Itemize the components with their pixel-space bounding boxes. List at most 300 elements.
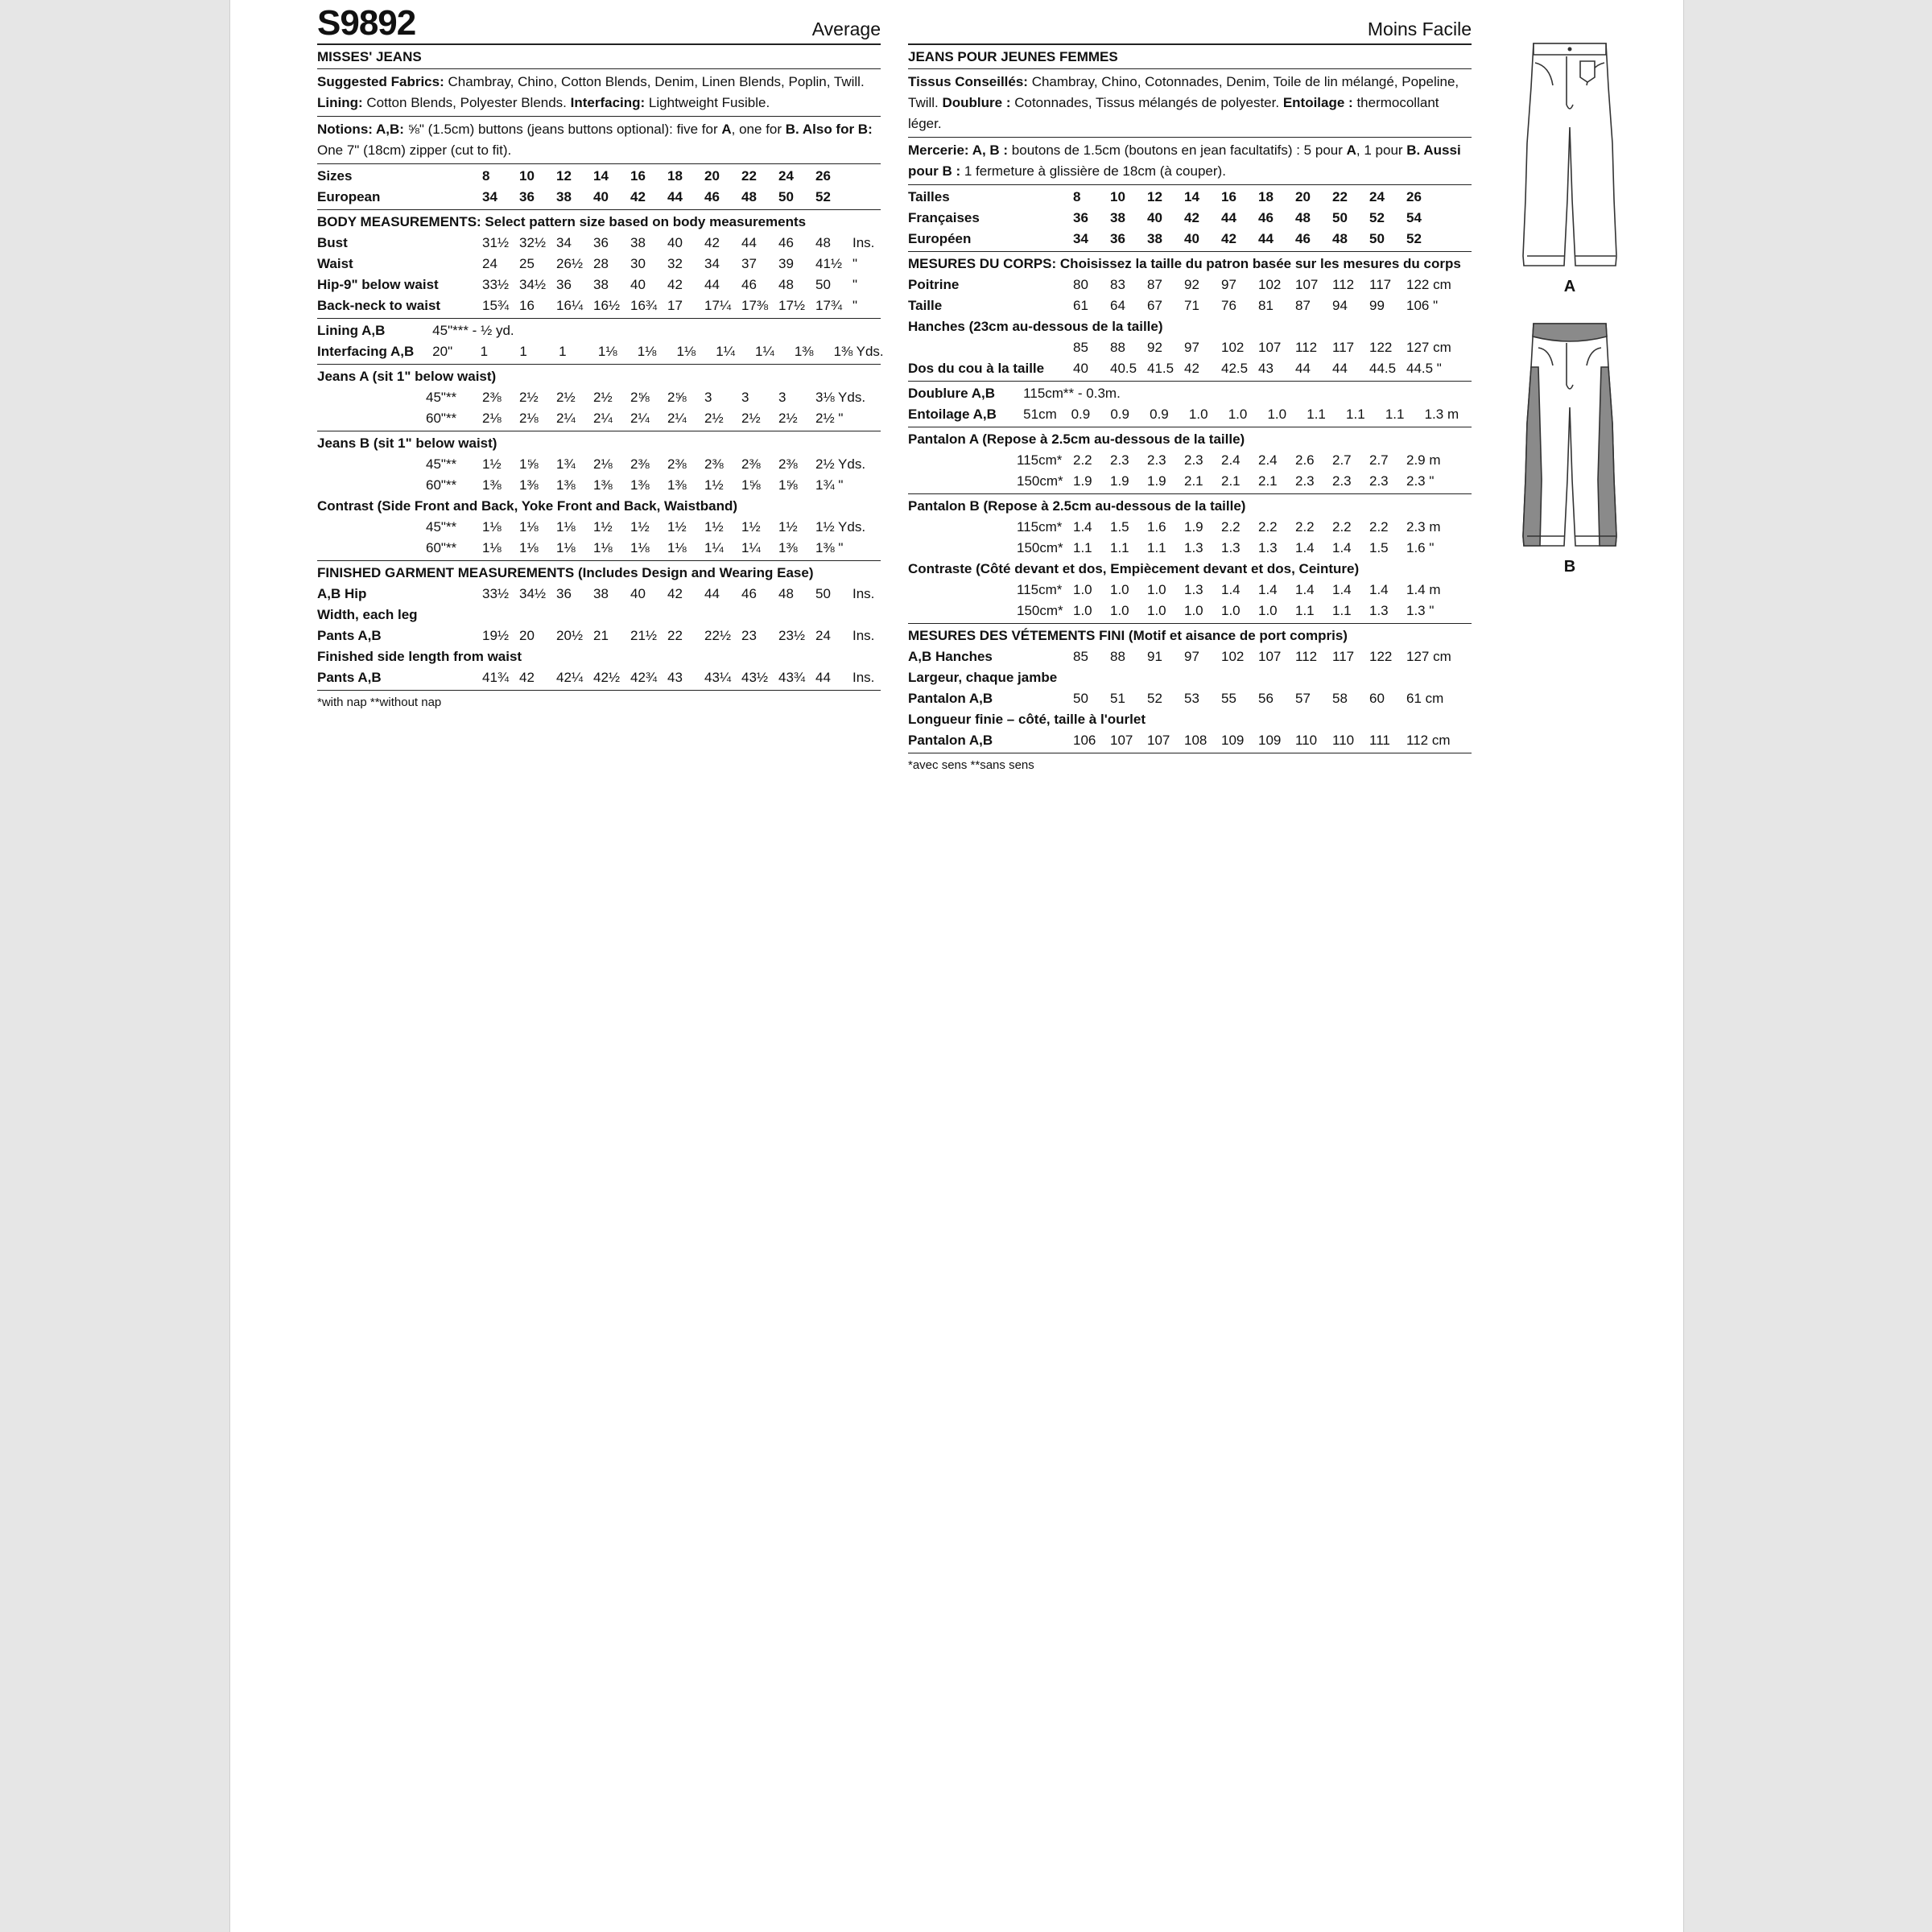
cell-value <box>593 646 630 667</box>
cell-value <box>676 320 716 341</box>
cell-value: 38 <box>593 277 609 292</box>
cell-value <box>1184 316 1221 337</box>
notions-view-a: A <box>721 122 732 137</box>
row-label: Dos du cou à la taille <box>908 361 1045 376</box>
cell-value: 122 <box>1369 649 1393 664</box>
cell-value: 1⅛ <box>519 519 539 535</box>
cell-value: 55 <box>1221 691 1236 706</box>
cell-value <box>638 320 677 341</box>
cell-value: 1.4 m <box>1406 582 1441 597</box>
cell-value: 34 <box>1073 231 1088 246</box>
cell-value: 44 <box>1221 210 1236 225</box>
cell-value: Ins. <box>852 628 875 643</box>
row-label: Longueur finie – côté, taille à l'ourlet <box>908 712 1146 727</box>
fabrics-label: Tissus Conseillés: <box>908 74 1028 89</box>
cell-value <box>716 320 755 341</box>
cell-value: " <box>852 298 858 313</box>
cell-value: 106 <box>1073 733 1096 748</box>
cell-value: 1.6 " <box>1406 540 1435 555</box>
cell-value: 81 <box>1258 298 1274 313</box>
cell-value <box>1221 709 1258 730</box>
cell-value: 8 <box>482 168 490 184</box>
cell-value: 2½ <box>704 411 724 426</box>
finished-title: FINISHED GARMENT MEASUREMENTS (Includes Design and Wearing Ease) <box>317 565 814 580</box>
cell-value: 1⅜ <box>667 477 687 493</box>
cell-value: 28 <box>593 256 609 271</box>
row-label: Pantalon A,B <box>908 733 993 748</box>
cell-value <box>1184 709 1221 730</box>
cell-value: 1.3 <box>1369 603 1389 618</box>
cell-value: 1.3 <box>1221 540 1241 555</box>
cell-value: 3⅛ Yds. <box>815 390 866 405</box>
cell-value <box>1332 667 1369 688</box>
cell-value: 1½ <box>704 519 724 535</box>
cell-value: 36 <box>519 189 535 204</box>
cell-value: 1 <box>559 344 567 359</box>
fabrics-fr <box>908 69 1472 138</box>
cell-value <box>667 605 704 625</box>
row-label: Poitrine <box>908 277 960 292</box>
cell-value: 42 <box>704 235 720 250</box>
cell-value: 1.6 <box>1147 519 1166 535</box>
jeans-a-drawing <box>1509 39 1630 272</box>
cell-value: 42 <box>1184 361 1199 376</box>
cell-value <box>1307 383 1346 404</box>
cell-value: Ins. <box>852 586 875 601</box>
table-row <box>317 187 881 208</box>
cell-value: 25 <box>519 256 535 271</box>
jeans-b-title: Jeans B (sit 1" below waist) <box>317 436 497 451</box>
row-label: Pantalon A,B <box>908 691 993 706</box>
cell-value: 1⅜ Yds. <box>833 344 884 359</box>
cell-value: " <box>852 256 858 271</box>
cell-value: 50 <box>778 189 794 204</box>
cell-value <box>1443 709 1472 730</box>
row-label: Taille <box>908 298 943 313</box>
cell-value: 1½ Yds. <box>815 519 866 535</box>
cell-value: 0.9 <box>1150 407 1169 422</box>
cell-value <box>1228 383 1268 404</box>
cell-value: 31½ <box>482 235 510 250</box>
cell-value <box>482 605 519 625</box>
cell-value: 1.9 <box>1110 473 1129 489</box>
cell-value: 56 <box>1258 691 1274 706</box>
difficulty-level-fr: Moins Facile <box>1367 19 1472 39</box>
cell-value: 43¼ <box>704 670 732 685</box>
cell-value: 1⅛ <box>637 344 657 359</box>
row-label: 150cm* <box>1017 603 1063 618</box>
notions-text: , one for <box>731 122 786 137</box>
cell-value: 1⅛ <box>593 540 613 555</box>
cell-value: 48 <box>741 189 757 204</box>
cell-value: 1.3 " <box>1406 603 1435 618</box>
table-row <box>908 316 1472 337</box>
cell-value: 42 <box>519 670 535 685</box>
cell-value: 2.9 m <box>1406 452 1441 468</box>
cell-value <box>1258 667 1295 688</box>
row-label: 60"** <box>426 411 457 426</box>
contrast-title: Contraste (Côté devant et dos, Empiècement devant et dos, Ceinture) <box>908 561 1360 576</box>
cell-value: 97 <box>1184 340 1199 355</box>
cell-value: 38 <box>1110 210 1125 225</box>
cell-value: 2.1 <box>1221 473 1241 489</box>
cell-value: 16¾ <box>630 298 658 313</box>
cell-value: 1.0 <box>1267 407 1287 422</box>
cell-value: 37 <box>741 256 757 271</box>
cell-value: 23½ <box>778 628 806 643</box>
cell-value: 97 <box>1221 277 1236 292</box>
row-label: Interfacing A,B <box>317 344 415 359</box>
cell-value <box>1147 709 1184 730</box>
row-label: A,B Hip <box>317 586 367 601</box>
cell-value: 1¼ <box>716 344 735 359</box>
cell-value: 1⅝ <box>741 477 761 493</box>
cell-value <box>778 646 815 667</box>
cell-value <box>1189 383 1228 404</box>
cell-value: 40 <box>630 586 646 601</box>
cell-value <box>852 166 881 187</box>
cell-value: 40 <box>1073 361 1088 376</box>
row-label: Back-neck to waist <box>317 298 441 313</box>
interfacing-label: Entoilage : <box>1282 95 1353 110</box>
cell-value: 22½ <box>704 628 732 643</box>
row-label: Waist <box>317 256 353 271</box>
cell-value: 44 <box>704 277 720 292</box>
jeans-a-title: Pantalon A (Repose à 2.5cm au-dessous de la taille) <box>908 431 1245 447</box>
cell-value: 38 <box>556 189 572 204</box>
table-row <box>908 208 1472 229</box>
table-row <box>908 646 1472 667</box>
cell-value: 2⅝ <box>630 390 650 405</box>
cell-value: 42½ <box>593 670 621 685</box>
cell-value: 19½ <box>482 628 510 643</box>
cell-value: 46 <box>1295 231 1311 246</box>
cell-value: 52 <box>1369 210 1385 225</box>
cell-value: 53 <box>1184 691 1199 706</box>
cell-value: 22 <box>741 168 757 184</box>
notions-text: ⅝" (1.5cm) buttons (jeans buttons optional): five for <box>403 122 722 137</box>
cell-value: 2½ <box>741 411 761 426</box>
row-label: Finished side length from waist <box>317 649 522 664</box>
cell-value <box>519 320 559 341</box>
cell-value: 1.1 <box>1110 540 1129 555</box>
row-label: Doublure A,B <box>908 386 995 401</box>
row-label: 115cm* <box>1017 452 1063 468</box>
cell-value: 18 <box>667 168 683 184</box>
cell-value: 1⅜ <box>482 477 502 493</box>
cell-value: 112 cm <box>1406 733 1451 748</box>
cell-value: 1.1 <box>1295 603 1315 618</box>
cell-value: 107 <box>1110 733 1133 748</box>
cell-value: 17¼ <box>704 298 732 313</box>
cell-value: 117 <box>1332 649 1355 664</box>
cell-value: 112 <box>1332 277 1355 292</box>
notions-view-b: B. Also for B: <box>785 122 873 137</box>
cell-value: 1⅛ <box>676 344 696 359</box>
cell-value: 44 <box>741 235 757 250</box>
cell-value: 42 <box>630 189 646 204</box>
cell-value: 102 <box>1258 277 1282 292</box>
cell-value: 102 <box>1221 649 1245 664</box>
cell-value: 48 <box>1295 210 1311 225</box>
cell-value: 1½ <box>630 519 650 535</box>
cell-value: 24 <box>815 628 831 643</box>
cell-value: 1.0 <box>1221 603 1241 618</box>
cell-value: 97 <box>1184 649 1199 664</box>
table-row <box>908 580 1472 601</box>
cell-value: 26 <box>815 168 831 184</box>
cell-value: 1.0 <box>1073 582 1092 597</box>
row-label: Bust <box>317 235 348 250</box>
row-label: Hip-9" below waist <box>317 277 439 292</box>
row-label: 45"** <box>426 456 457 472</box>
cell-value: 1⅛ <box>597 344 617 359</box>
cell-value: 99 <box>1369 298 1385 313</box>
row-label <box>908 337 1073 358</box>
finished-measurements-en <box>317 560 881 691</box>
cell-value: 80 <box>1073 277 1088 292</box>
cell-value: 1.3 m <box>1424 407 1459 422</box>
cell-value: 1⅛ <box>519 540 539 555</box>
cell-value <box>1258 316 1295 337</box>
cell-value: 1¼ <box>755 344 774 359</box>
cell-value: 50 <box>1073 691 1088 706</box>
cell-value: 24 <box>482 256 497 271</box>
table-row <box>908 358 1472 379</box>
cell-value: 1⅜ <box>630 477 650 493</box>
cell-value: 50 <box>815 586 831 601</box>
table-row <box>317 408 881 429</box>
cell-value: 44 <box>704 586 720 601</box>
cell-value: 8 <box>1073 189 1081 204</box>
cell-value: 42.5 <box>1221 361 1249 376</box>
cell-value: 2.2 <box>1258 519 1278 535</box>
row-label: Européen <box>908 231 972 246</box>
cell-value <box>1258 709 1295 730</box>
view-a-label: A <box>1563 278 1576 295</box>
cell-value <box>593 605 630 625</box>
notions-fr <box>908 138 1472 185</box>
difficulty-level-en: Average <box>811 19 881 39</box>
cell-value: 94 <box>1332 298 1348 313</box>
cell-value: 1⅛ <box>630 540 650 555</box>
table-row <box>908 275 1472 295</box>
row-label: Pants A,B <box>317 628 382 643</box>
footnote-en: *with nap **without nap <box>317 696 442 709</box>
interfacing-text: Lightweight Fusible. <box>645 95 770 110</box>
cell-value: 1.1 <box>1073 540 1092 555</box>
cell-value: 102 <box>1221 340 1245 355</box>
cell-value: 34 <box>556 235 572 250</box>
cell-value: 1.9 <box>1184 519 1203 535</box>
interfacing-label: Interfacing: <box>570 95 646 110</box>
cell-value: 16 <box>1221 189 1236 204</box>
row-label: Width, each leg <box>317 607 418 622</box>
cell-value: 58 <box>1332 691 1348 706</box>
row-label: Largeur, chaque jambe <box>908 670 1058 685</box>
cell-value: 43½ <box>741 670 769 685</box>
cell-value: 1¼ <box>704 540 724 555</box>
cell-value: 10 <box>519 168 535 184</box>
cell-value: 107 <box>1258 649 1282 664</box>
cell-value: 2.2 <box>1369 519 1389 535</box>
cell-value: 33½ <box>482 277 510 292</box>
fabrics-en <box>317 69 881 117</box>
cell-value <box>1369 709 1406 730</box>
cell-value: 48 <box>815 235 831 250</box>
cell-value: Ins. <box>852 235 875 250</box>
cell-value: 1.9 <box>1147 473 1166 489</box>
cell-value: 51 <box>1110 691 1125 706</box>
cell-value: 1.4 <box>1073 519 1092 535</box>
table-row <box>908 667 1472 688</box>
cell-value: 2⅝ <box>667 390 687 405</box>
cell-value: 2.6 <box>1295 452 1315 468</box>
row-label: European <box>317 189 381 204</box>
cell-value: 46 <box>741 586 757 601</box>
jeans-b-yardage-en <box>317 431 881 560</box>
cell-value <box>778 605 815 625</box>
notions-en <box>317 117 881 164</box>
table-row <box>317 667 881 688</box>
cell-value: 41.5 <box>1147 361 1174 376</box>
cell-value: 92 <box>1147 340 1162 355</box>
cell-value: 33½ <box>482 586 510 601</box>
cell-value <box>1406 316 1443 337</box>
cell-value: 36 <box>1073 210 1088 225</box>
row-label: 115cm* <box>1017 582 1063 597</box>
cell-value <box>1332 316 1369 337</box>
cell-value: 76 <box>1221 298 1236 313</box>
cell-value: 122 cm <box>1406 277 1451 292</box>
table-row <box>908 730 1472 751</box>
cell-value: 2⅛ <box>482 411 502 426</box>
cell-value: 40 <box>593 189 609 204</box>
header-en <box>317 0 881 45</box>
cell-value: 34 <box>704 256 720 271</box>
notions-label: Notions: A,B: <box>317 122 404 137</box>
cell-value: 20" <box>432 344 453 359</box>
cell-value: 88 <box>1110 649 1125 664</box>
fabrics-label: Suggested Fabrics: <box>317 74 444 89</box>
jeans-b-drawing <box>1509 319 1630 552</box>
cell-value: 1¼ <box>741 540 761 555</box>
cell-value: 48 <box>778 277 794 292</box>
garment-title-fr: JEANS POUR JEUNES FEMMES <box>908 45 1472 69</box>
cell-value: 17¾ <box>815 298 843 313</box>
table-row <box>317 517 881 538</box>
cell-value <box>741 605 778 625</box>
body-measurements-fr <box>908 252 1472 382</box>
cell-value: 2⅜ <box>482 390 502 405</box>
cell-value <box>519 646 556 667</box>
cell-value <box>1443 229 1472 250</box>
cell-value: 2.3 <box>1184 452 1203 468</box>
cell-value: 36 <box>556 586 572 601</box>
cell-value: 1.0 <box>1110 603 1129 618</box>
cell-value: 2.3 m <box>1406 519 1441 535</box>
cell-value: 1⅛ <box>556 540 576 555</box>
cell-value <box>1443 208 1472 229</box>
lining-text: Cotonnades, Tissus mélangés de polyester. <box>1010 95 1283 110</box>
cell-value: 1.0 <box>1110 582 1129 597</box>
cell-value: 1.0 <box>1073 603 1092 618</box>
table-row <box>317 320 881 341</box>
cell-value: 1.1 <box>1346 407 1365 422</box>
cell-value: 109 <box>1258 733 1282 748</box>
table-row <box>908 187 1472 208</box>
cell-value: 44 <box>667 189 683 204</box>
body-measurements-en <box>317 210 881 319</box>
table-row <box>908 295 1472 316</box>
cell-value: 1⅜ <box>794 344 814 359</box>
cell-value <box>1443 688 1472 709</box>
cell-value: 110 <box>1295 733 1318 748</box>
row-label: 150cm* <box>1017 473 1063 489</box>
cell-value: 1¾ " <box>815 477 844 493</box>
cell-value: 1.9 <box>1073 473 1092 489</box>
cell-value: 87 <box>1295 298 1311 313</box>
cell-value: 14 <box>593 168 609 184</box>
notions-view-b: B. Aussi pour B : <box>908 142 1461 179</box>
body-measurements-title: BODY MEASUREMENTS: Select pattern size based on body measurements <box>317 214 807 229</box>
cell-value: 39 <box>778 256 794 271</box>
jeans-a-yardage-fr <box>908 427 1472 494</box>
cell-value: 2.1 <box>1258 473 1278 489</box>
cell-value <box>834 320 881 341</box>
cell-value: 1½ <box>778 519 798 535</box>
cell-value: 1.0 <box>1258 603 1278 618</box>
cell-value: 40 <box>630 277 646 292</box>
notions-label: Mercerie: A, B : <box>908 142 1009 158</box>
cell-value: 2⅛ <box>593 456 613 472</box>
cell-value: 1½ <box>667 519 687 535</box>
cell-value: 2⅜ <box>704 456 724 472</box>
table-row <box>317 341 881 362</box>
table-row <box>908 601 1472 621</box>
cell-value <box>1443 358 1472 379</box>
cell-value <box>559 320 598 341</box>
cell-value: 41¾ <box>482 670 510 685</box>
cell-value: 21 <box>593 628 609 643</box>
notions-view-a: A <box>1346 142 1356 158</box>
row-label: Pants A,B <box>317 670 382 685</box>
cell-value: 44.5 <box>1369 361 1397 376</box>
cell-value <box>1385 383 1425 404</box>
cell-value <box>1425 383 1472 404</box>
table-row <box>317 254 881 275</box>
cell-value <box>1147 667 1184 688</box>
cell-value: 1½ <box>704 477 724 493</box>
cell-value: 0.9 <box>1110 407 1129 422</box>
table-row <box>317 475 881 496</box>
cell-value: 26½ <box>556 256 584 271</box>
cell-value: 34½ <box>519 586 547 601</box>
cell-value <box>852 605 881 625</box>
cell-value: 60 <box>1369 691 1385 706</box>
cell-value <box>1184 667 1221 688</box>
cell-value: 2½ <box>593 390 613 405</box>
row-label: 45"** <box>426 390 457 405</box>
cell-value: 16 <box>630 168 646 184</box>
row-label: Entoilage A,B <box>908 407 997 422</box>
cell-value: 2.2 <box>1073 452 1092 468</box>
cell-value: 42 <box>1184 210 1199 225</box>
table-row <box>317 295 881 316</box>
cell-value: 46 <box>1258 210 1274 225</box>
row-label: 150cm* <box>1017 540 1063 555</box>
cell-value: 1.4 <box>1332 582 1352 597</box>
